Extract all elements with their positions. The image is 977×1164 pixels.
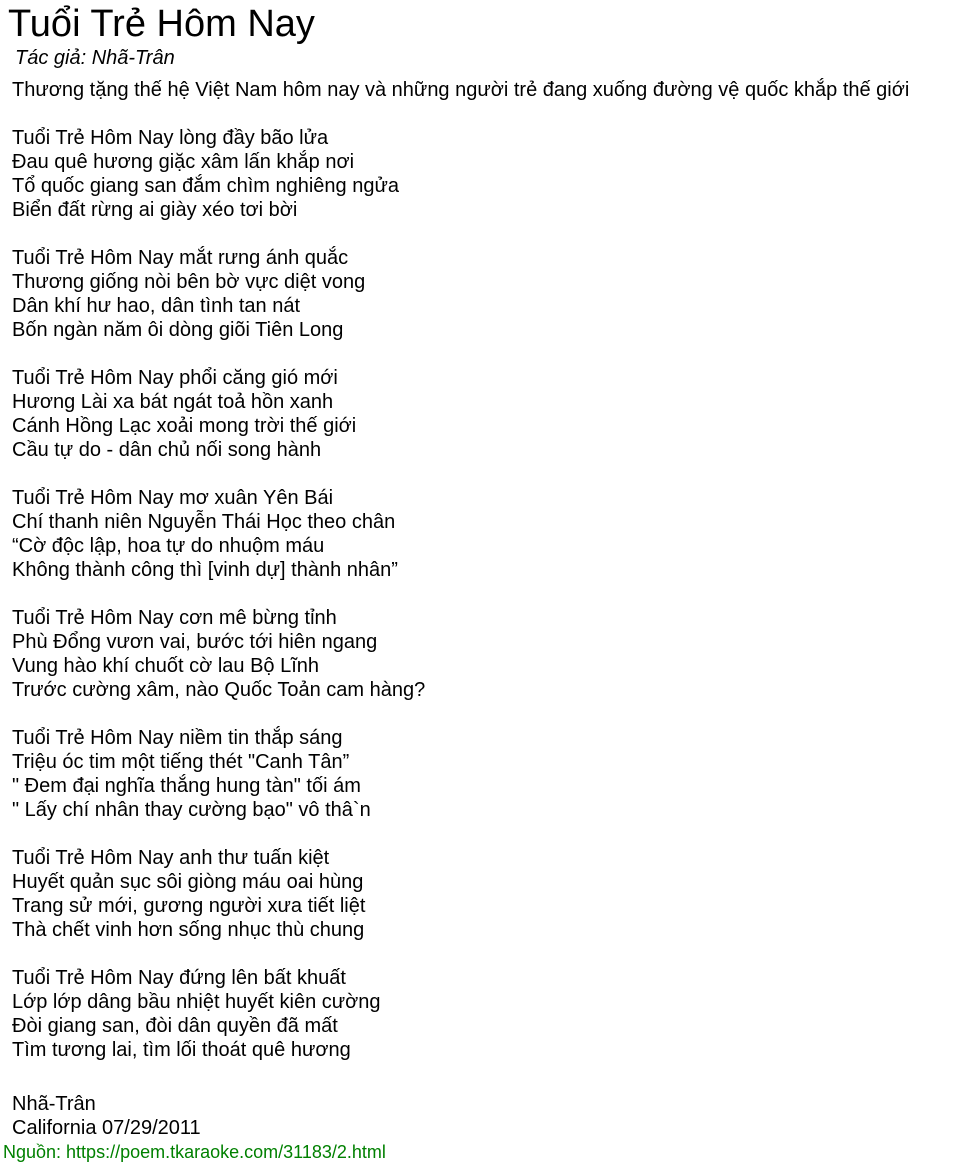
- signature-place-date: California 07/29/2011: [12, 1117, 201, 1139]
- stanza: [12, 606, 425, 702]
- poem-line: Tuổi Trẻ Hôm Nay lòng đầy bão lửa: [12, 127, 329, 149]
- poem-line: Lớp lớp dâng bầu nhiệt huyết kiên cường: [12, 991, 381, 1013]
- poem-line: Vung hào khí chuốt cờ lau Bộ Lĩnh: [12, 655, 320, 677]
- poem-line: Tuổi Trẻ Hôm Nay mơ xuân Yên Bái: [12, 487, 334, 509]
- stanza: [12, 486, 425, 582]
- poem-signature: [12, 1092, 201, 1140]
- stanza: [12, 846, 425, 942]
- poem-line: “Cờ độc lập, hoa tự do nhuộm máu: [12, 535, 325, 557]
- poem-line: Thà chết vinh hơn sống nhục thù chung: [12, 919, 365, 941]
- poem-line: " Đem đại nghĩa thắng hung tàn" tối ám: [12, 775, 361, 797]
- poem-line: Chí thanh niên Nguyễn Thái Học theo chân: [12, 511, 396, 533]
- poem-line: Trước cường xâm, nào Quốc Toản cam hàng?: [12, 679, 426, 701]
- stanza: [12, 126, 425, 222]
- poem-line: Tuổi Trẻ Hôm Nay đứng lên bất khuất: [12, 967, 346, 989]
- source-link[interactable]: Nguồn: https://poem.tkaraoke.com/31183/2.html: [3, 1142, 386, 1162]
- poem-line: Phù Đổng vươn vai, bước tới hiên ngang: [12, 631, 378, 653]
- poem-line: " Lấy chí nhân thay cường bạo" vô thâ`n: [12, 799, 371, 821]
- poem-line: Tuổi Trẻ Hôm Nay niềm tin thắp sáng: [12, 727, 343, 749]
- stanza: [12, 246, 425, 342]
- poem-line: Hương Lài xa bát ngát toả hồn xanh: [12, 391, 334, 413]
- poem-line: Biển đất rừng ai giày xéo tơi bời: [12, 199, 298, 221]
- poem-line: Không thành công thì [vinh dự] thành nhân”: [12, 559, 398, 581]
- stanza: [12, 966, 425, 1062]
- signature-name: Nhã-Trân: [12, 1093, 96, 1115]
- poem-line: Tuổi Trẻ Hôm Nay cơn mê bừng tỉnh: [12, 607, 337, 629]
- stanza: [12, 366, 425, 462]
- poem-line: Tổ quốc giang san đắm chìm nghiêng ngửa: [12, 175, 399, 197]
- poem-line: Tuổi Trẻ Hôm Nay phổi căng gió mới: [12, 367, 338, 389]
- poem-line: Tuổi Trẻ Hôm Nay mắt rưng ánh quắc: [12, 247, 349, 269]
- poem-line: Bốn ngàn năm ôi dòng giõi Tiên Long: [12, 319, 344, 341]
- poem-line: Cánh Hồng Lạc xoải mong trời thế giới: [12, 415, 357, 437]
- poem-title: Tuổi Trẻ Hôm Nay: [8, 3, 315, 45]
- poem-line: Đau quê hương giặc xâm lấn khắp nơi: [12, 151, 355, 173]
- poem-line: Triệu óc tim một tiếng thét "Canh Tân”: [12, 751, 350, 773]
- poem-line: Trang sử mới, gương người xưa tiết liệt: [12, 895, 366, 917]
- poem-line: Tuổi Trẻ Hôm Nay anh thư tuấn kiệt: [12, 847, 330, 869]
- poem-line: Tìm tương lai, tìm lối thoát quê hương: [12, 1039, 351, 1061]
- poem-line: Huyết quản sục sôi giòng máu oai hùng: [12, 871, 364, 893]
- poem-dedication: Thương tặng thế hệ Việt Nam hôm nay và những người trẻ đang xuống đường vệ quốc khắp thế giới: [12, 79, 910, 101]
- poem-line: Thương giống nòi bên bờ vực diệt vong: [12, 271, 366, 293]
- poem-line: Cầu tự do - dân chủ nối song hành: [12, 439, 322, 461]
- stanza: [12, 726, 425, 822]
- poem-line: Dân khí hư hao, dân tình tan nát: [12, 295, 301, 317]
- poem-line: Đòi giang san, đòi dân quyền đã mất: [12, 1015, 338, 1037]
- poem-body: [12, 126, 425, 1086]
- poem-author: Tác giả: Nhã-Trân: [15, 47, 175, 69]
